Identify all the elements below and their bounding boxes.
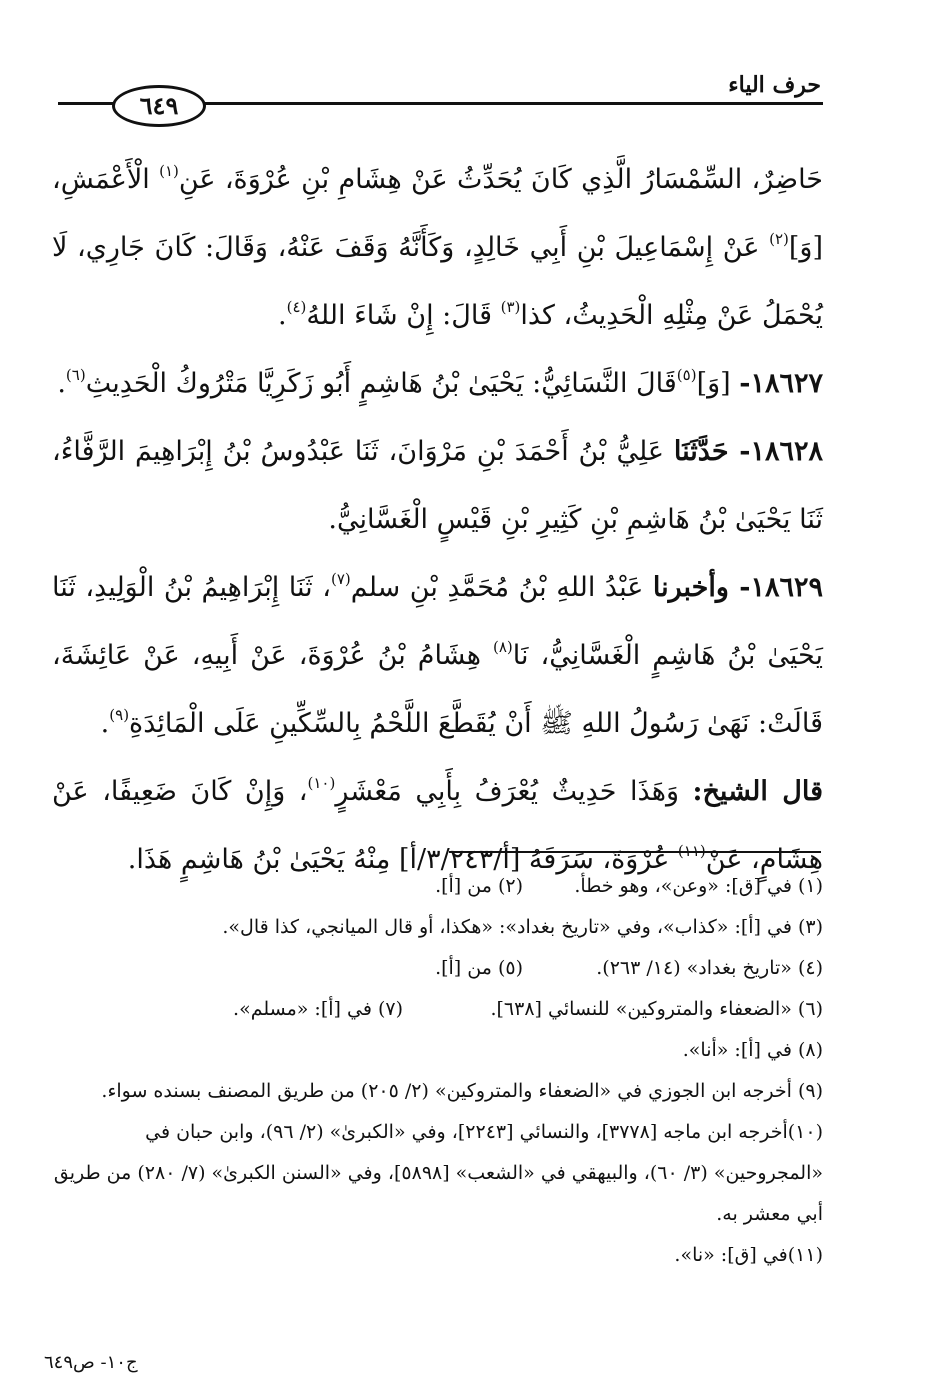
- footnotes: [52, 866, 823, 1276]
- text-segment: هِشَامُ بْنُ عُرْوَةَ، عَنْ أَبِيهِ، عَنْ عَائِشَةَ، قَالَتْ: نَهَىٰ رَسُولُ اللهِ ﷺ أَنْ يُقَطَّعَ اللَّحْمُ بِالسِّكِّينِ عَلَى الْمَائِدَةِ: [52, 640, 823, 739]
- footnote-ref: (٤): [286, 298, 307, 316]
- footnote-row: [52, 1030, 823, 1071]
- footnote: (٤) «تاريخ بغداد» (١٤/ ٢٦٣).: [596, 957, 823, 979]
- footnote: (٨) في [أ]: «أنا».: [682, 1039, 823, 1061]
- entry-number: ١٨٦٢٩-: [739, 572, 823, 603]
- folio-label: ج١٠- ص٦٤٩: [44, 1352, 138, 1373]
- footnote: (٢) من [أ].: [435, 875, 523, 897]
- footnote-row: [52, 989, 823, 1030]
- text-segment: الْأَعْمَشِ، [وَ]: [52, 164, 823, 263]
- footnote-rule: [449, 851, 821, 853]
- text-segment: عَنْ إِسْمَاعِيلَ بْنِ أَبِي خَالِدٍ، وَكَأَنَّهُ وَقَفَ عَنْهُ، وَقَالَ: كَانَ جَارِي، لَا يُحْمَلُ عَنْ مِثْلِهِ الْحَدِيثُ، كذا: [52, 232, 823, 331]
- footnote-ref: (٣): [500, 298, 521, 316]
- keyword: قال الشيخ:: [692, 776, 823, 807]
- footnote: (٥) من [أ].: [435, 957, 523, 979]
- text-segment: .: [278, 300, 287, 331]
- text-segment: عُرْوَةَ، سَرَقَهُ [أ/٣/٢٤٣/أ] مِنْهُ يَحْيَىٰ بْنُ هَاشِمٍ هَذَا.: [127, 844, 678, 875]
- footnote: (٦) «الضعفاء والمتروكين» للنسائي [٦٣٨].: [490, 998, 823, 1020]
- text-segment: .: [57, 368, 66, 399]
- main-text: [52, 146, 823, 894]
- paragraph-continuation: [52, 146, 823, 350]
- keyword: وأخبرنا: [652, 572, 740, 603]
- text-segment: [وَ]: [696, 368, 740, 399]
- entry-number: ١٨٦٢٨-: [739, 436, 823, 467]
- keyword: حَدَّثَنَا: [673, 436, 740, 467]
- text-segment: .: [100, 708, 110, 739]
- footnote-ref: (٧): [330, 570, 351, 588]
- entry-number: ١٨٦٢٧-: [739, 368, 823, 399]
- footnote-row: [52, 866, 823, 907]
- text-segment: قَالَ النَّسَائِيُّ: يَحْيَىٰ بْنُ هَاشِمٍ أَبُو زَكَرِيَّا مَتْرُوكُ الْحَدِيثِ: [85, 368, 677, 399]
- text-segment: عَبْدُ اللهِ بْنُ مُحَمَّدِ بْنِ سلم: [350, 572, 653, 603]
- footnote: (٣) في [أ]: «كذاب»، وفي «تاريخ بغداد»: «هكذا، أو قال الميانجي، كذا قال».: [222, 916, 823, 938]
- text-segment: ، وَإِنْ كَانَ ضَعِيفًا، عَنْ هِشَامٍ، عَنْ: [52, 776, 823, 875]
- footnote: (٩) أخرجه ابن الجوزي في «الضعفاء والمتروكين» (٢/ ٢٠٥) من طريق المصنف بسنده سواء.: [101, 1080, 823, 1102]
- footnote-ref: (٦): [65, 366, 86, 384]
- footnote-row: [52, 948, 823, 989]
- footnote-ref: (١): [159, 162, 179, 180]
- footnote-ref: (٥): [676, 366, 697, 384]
- entry-18629: [52, 554, 823, 758]
- text-segment: حَاضِرٌ، السِّمْسَارُ الَّذِي كَانَ يُحَدِّثُ عَنْ هِشَامِ بْنِ عُرْوَةَ، عَنِ: [178, 164, 823, 195]
- footnote-ref: (١١): [677, 842, 706, 860]
- running-head: حرف الياء: [728, 72, 821, 98]
- footnote: (١) في [ق]: «وعن»، وهو خطأ.: [574, 875, 823, 897]
- footnote-row: [52, 907, 823, 948]
- footnote-ref: (١٠): [307, 774, 336, 792]
- text-segment: وَهَذَا حَدِيثٌ يُعْرَفُ بِأَبِي مَعْشَرٍ: [335, 776, 693, 807]
- text-segment: قَالَ: إِنْ شَاءَ اللهُ: [306, 300, 501, 331]
- text-segment: ، ثَنَا إِبْرَاهِيمُ بْنُ الْوَلِيدِ، ثَنَا يَحْيَىٰ بْنُ هَاشِمٍ الْغَسَّانِيُّ، نَا: [52, 572, 823, 671]
- footnote: (٧) في [أ]: «مسلم».: [233, 998, 403, 1020]
- footnote-ref: (٩): [109, 706, 130, 724]
- footnote-ref: (٢): [769, 230, 789, 248]
- footnote: (١٠)أخرجه ابن ماجه [٣٧٧٨]، والنسائي [٢٢٤٣]، وفي «الكبرىٰ» (٢/ ٩٦)، وابن حبان في «المجروحين» (٣/ ٦٠)، والبيهقي في «الشعب» [٥٨٩٨]، وفي «السنن الكبرىٰ» (٧/ ٢٨٠) من طريق أبي معشر به.: [53, 1121, 823, 1225]
- entry-18627: [52, 350, 823, 418]
- entry-18628: [52, 418, 823, 554]
- footnote-ref: (٨): [492, 638, 513, 656]
- text-segment: عَلِيُّ بْنُ أَحْمَدَ بْنِ مَرْوَانَ، ثَنَا عَبْدُوسُ بْنُ إِبْرَاهِيمَ الرَّفَّاءُ، ثَنَا يَحْيَىٰ بْنُ هَاشِمِ بْنِ كَثِيرِ بْنِ قَيْسٍ الْغَسَّانِيُّ.: [52, 436, 823, 535]
- footnote: (١١)في [ق]: «نا».: [674, 1244, 823, 1266]
- page-number-badge: ٦٤٩: [112, 85, 206, 127]
